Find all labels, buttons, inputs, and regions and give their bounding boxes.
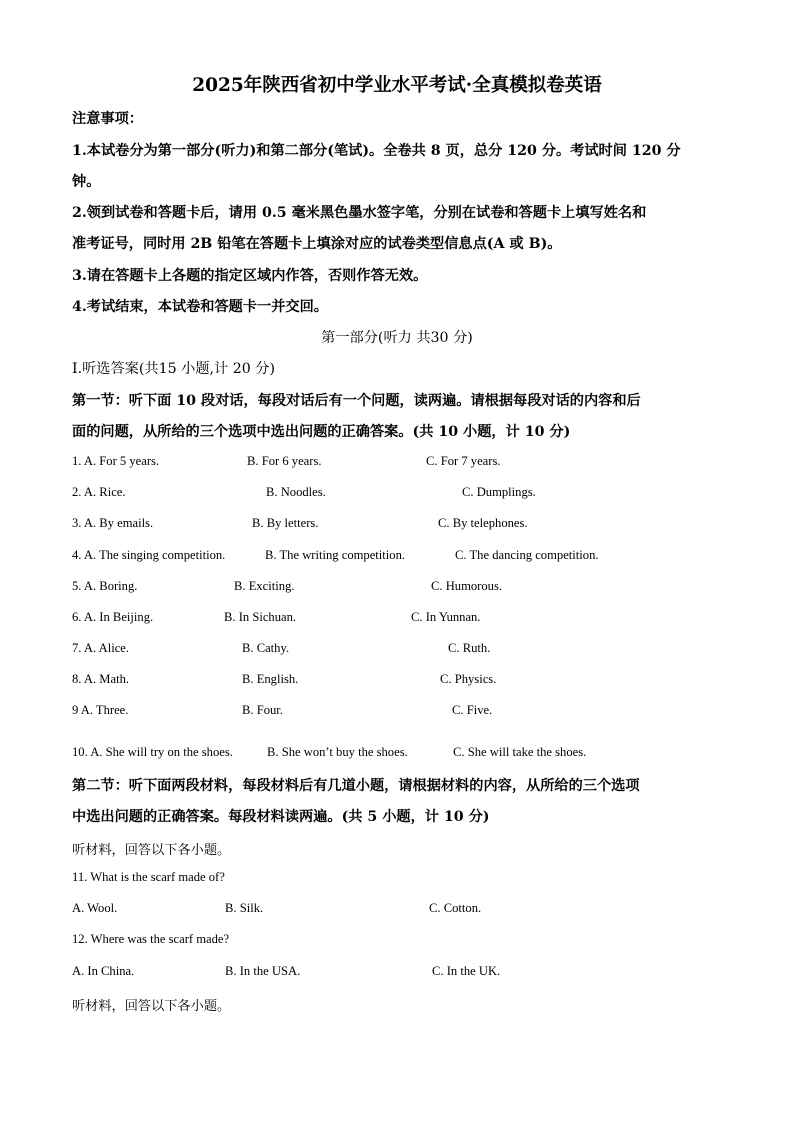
question-3-option-c: C. By telephones.: [438, 516, 528, 530]
question-11-stem: 11. What is the scarf made of?: [72, 870, 225, 884]
section-two-intro-line-2: 中选出问题的正确答案。每段材料读两遍。(共 5 小题，计 10 分): [72, 809, 490, 825]
question-9-option-c: C. Five.: [452, 703, 493, 717]
notice-item-4: 4.考试结束，本试卷和答题卡一并交回。: [72, 299, 328, 315]
question-4-option-b: B. The writing competition.: [265, 548, 406, 562]
notice-item-1-line-1: 1.本试卷分为第一部分(听力)和第二部分(笔试)。全卷共 8 页，总分 120 分。考试时间 120 分: [72, 143, 681, 159]
notice-item-3: 3.请在答题卡上各题的指定区域内作答，否则作答无效。: [72, 268, 428, 284]
section-one-title: Ⅰ.听选答案(共15 小题,计 20 分): [72, 361, 276, 377]
question-9-option-a: 9 A. Three.: [72, 703, 129, 717]
notice-item-2-line-1: 2.领到试卷和答题卡后，请用 0.5 毫米黑色墨水签字笔，分别在试卷和答题卡上填写姓名和: [72, 205, 647, 221]
notice-item-2-line-2: 准考证号，同时用 2B 铅笔在答题卡上填涂对应的试卷类型信息点(A 或 B)。: [72, 236, 562, 252]
question-3-option-a: 3. A. By emails.: [72, 516, 154, 530]
notice-heading: 注意事项：: [72, 111, 143, 127]
question-8-option-c: C. Physics.: [440, 672, 497, 686]
question-10-option-b: B. She won’t buy the shoes.: [267, 745, 408, 759]
question-7-option-c: C. Ruth.: [448, 641, 491, 655]
question-3-option-b: B. By letters.: [252, 516, 319, 530]
question-5-option-c: C. Humorous.: [431, 579, 503, 593]
question-1-option-a: 1. A. For 5 years.: [72, 454, 160, 468]
question-12-stem: 12. Where was the scarf made?: [72, 932, 230, 946]
question-10-option-a: 10. A. She will try on the shoes.: [72, 745, 233, 759]
question-12-option-b: B. In the USA.: [225, 964, 301, 978]
page-title: 2025年陕西省初中学业水平考试·全真模拟卷英语: [192, 75, 602, 96]
question-6-option-a: 6. A. In Beijing.: [72, 610, 154, 624]
section-one-intro-line-1: 第一节：听下面 10 段对话，每段对话后有一个问题，读两遍。请根据每段对话的内容和后: [72, 393, 641, 409]
question-6-option-c: C. In Yunnan.: [411, 610, 481, 624]
question-11-option-b: B. Silk.: [225, 901, 264, 915]
question-5-option-a: 5. A. Boring.: [72, 579, 138, 593]
question-8-option-b: B. English.: [242, 672, 299, 686]
question-2-option-a: 2. A. Rice.: [72, 485, 126, 499]
part-one-title: 第一部分(听力 共30 分): [321, 330, 473, 346]
question-4-option-a: 4. A. The singing competition.: [72, 548, 226, 562]
question-12-option-c: C. In the UK.: [432, 964, 501, 978]
question-2-option-c: C. Dumplings.: [462, 485, 536, 499]
question-4-option-c: C. The dancing competition.: [455, 548, 599, 562]
question-11-option-a: A. Wool.: [72, 901, 118, 915]
question-11-option-c: C. Cotton.: [429, 901, 482, 915]
notice-item-1-line-2: 钟。: [72, 174, 101, 190]
question-2-option-b: B. Noodles.: [266, 485, 326, 499]
question-6-option-b: B. In Sichuan.: [224, 610, 297, 624]
question-8-option-a: 8. A. Math.: [72, 672, 130, 686]
question-7-option-a: 7. A. Alice.: [72, 641, 130, 655]
question-12-option-a: A. In China.: [72, 964, 135, 978]
question-5-option-b: B. Exciting.: [234, 579, 295, 593]
section-two-intro-line-1: 第二节：听下面两段材料，每段材料后有几道小题，请根据材料的内容，从所给的三个选项: [72, 778, 640, 794]
question-9-option-b: B. Four.: [242, 703, 283, 717]
question-1-option-b: B. For 6 years.: [247, 454, 322, 468]
listening-prompt-1: 听材料，回答以下各小题。: [72, 843, 231, 858]
section-one-intro-line-2: 面的问题，从所给的三个选项中选出问题的正确答案。(共 10 小题，计 10 分): [72, 424, 571, 440]
question-1-option-c: C. For 7 years.: [426, 454, 501, 468]
question-10-option-c: C. She will take the shoes.: [453, 745, 587, 759]
listening-prompt-2: 听材料，回答以下各小题。: [72, 999, 231, 1014]
question-7-option-b: B. Cathy.: [242, 641, 290, 655]
